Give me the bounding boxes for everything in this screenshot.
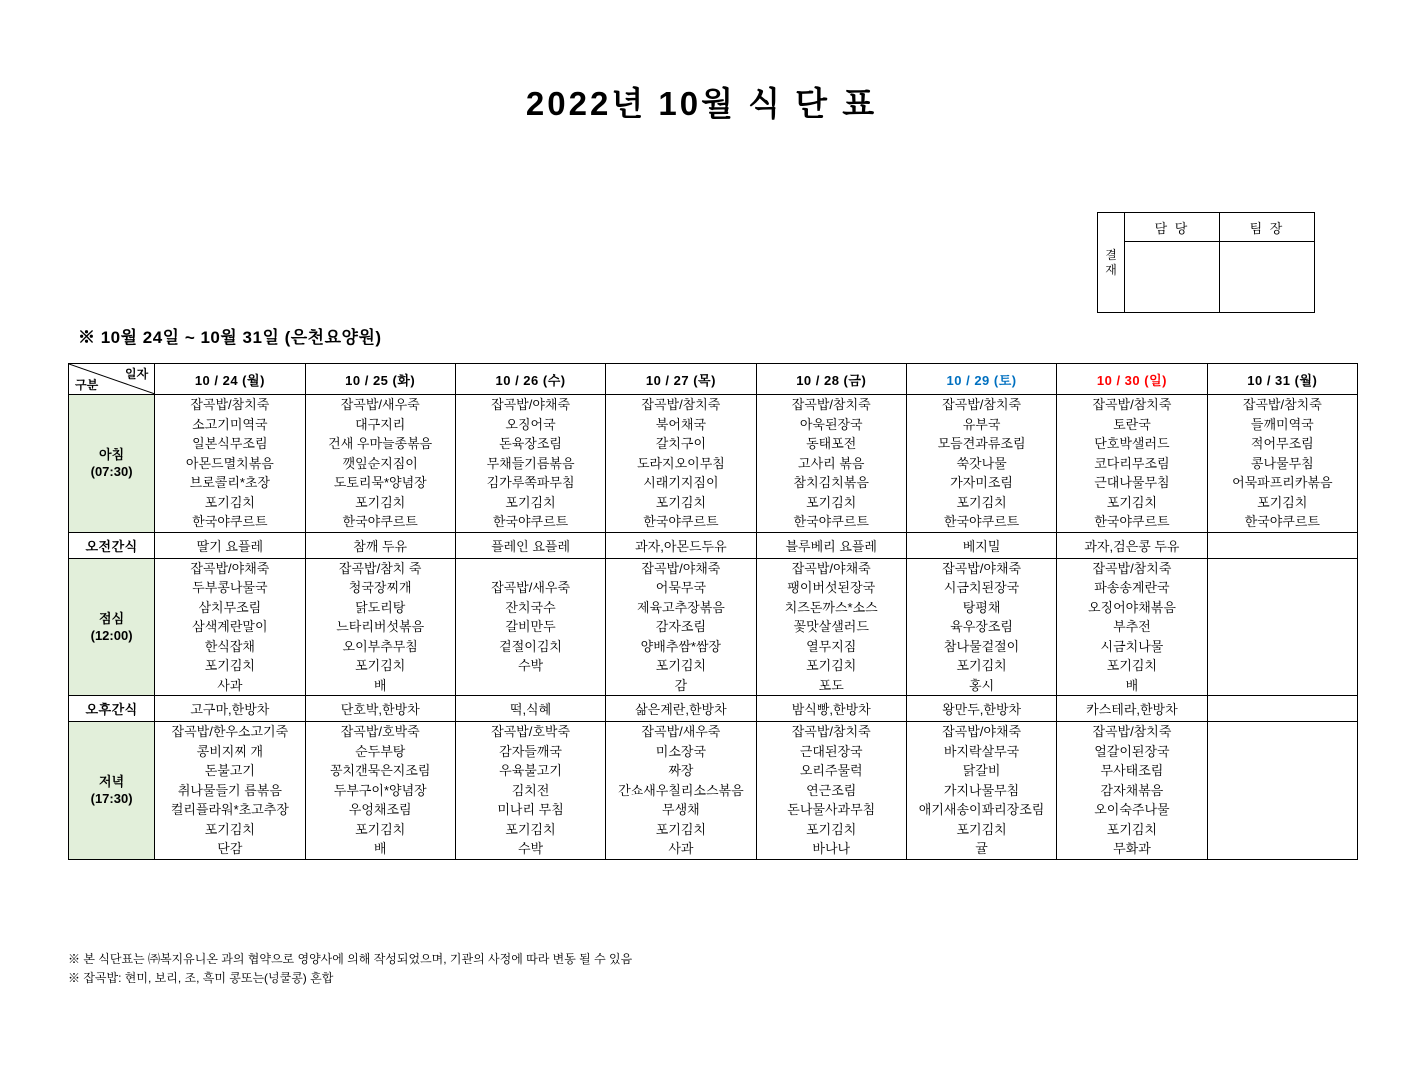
menu-item: 포기김치 xyxy=(956,821,1007,837)
approval-side-label xyxy=(1098,213,1125,313)
day-header-1028: 10 / 28 (금) xyxy=(756,364,906,395)
approval-side-text: 결재 xyxy=(1105,247,1117,277)
menu-item: 근대나물무침 xyxy=(1094,475,1170,490)
approval-box xyxy=(1097,212,1315,313)
meal-cell xyxy=(756,395,906,533)
approval-header-manager: 담 당 xyxy=(1125,213,1220,242)
row-label-morning-snack: 오전간식 xyxy=(69,532,155,558)
corner-division-label: 구분 xyxy=(75,378,99,392)
menu-item: 포기김치 xyxy=(655,821,706,837)
menu-item: 바지락살무국 xyxy=(943,743,1020,759)
menu-item: 육우장조림 xyxy=(950,619,1013,634)
meal-cell xyxy=(305,395,455,533)
footnote-1: ※ 본 식단표는 ㈜복지유니온 과의 협약으로 영양사에 의해 작성되었으며, 기관의 사정에 따라 변동 될 수 있음 xyxy=(68,952,633,966)
menu-item: 한국야쿠르트 xyxy=(943,514,1020,529)
meal-cell xyxy=(1207,722,1357,860)
meal-cell xyxy=(455,722,605,860)
footnotes xyxy=(68,950,632,988)
meal-cell xyxy=(455,558,605,696)
period-note: ※ 10월 24일 ~ 10월 31일 (은천요양원) xyxy=(78,328,382,347)
menu-item: 무생채 xyxy=(662,802,700,817)
menu-item: 건새 우마늘종볶음 xyxy=(328,436,433,451)
menu-item: 참나물겉절이 xyxy=(943,638,1020,654)
menu-item: 잡곡밥/참치죽 xyxy=(1242,397,1322,412)
meal-cell xyxy=(155,395,305,533)
day-header-1030: 10 / 30 (일) xyxy=(1057,364,1207,395)
menu-item: 잡곡밥/참치죽 xyxy=(1092,724,1172,739)
menu-item: 포기김치 xyxy=(655,494,706,510)
meal-cell xyxy=(1057,558,1207,696)
corner-header xyxy=(69,364,155,395)
approval-header-teamlead: 팀 장 xyxy=(1220,213,1315,242)
menu-item: 닭도리탕 xyxy=(355,599,406,615)
menu-item: 미나리 무침 xyxy=(497,802,564,817)
menu-item: 포기김치 xyxy=(1106,821,1158,837)
menu-item: 가자미조림 xyxy=(950,475,1013,490)
meal-cell xyxy=(606,395,756,533)
day-header-1024: 10 / 24 (월) xyxy=(155,364,305,395)
menu-item: 잡곡밥/새우죽 xyxy=(340,397,420,412)
menu-item: 김가루쪽파무침 xyxy=(486,475,575,490)
meal-cell xyxy=(155,722,305,860)
menu-item: 시금치된장국 xyxy=(943,580,1020,595)
menu-item: 갈치구이 xyxy=(655,436,706,451)
menu-item: 닭갈비 xyxy=(962,763,1001,778)
meal-cell xyxy=(906,558,1056,696)
menu-item: 북어채국 xyxy=(655,416,706,432)
menu-item: 잡곡밥/야채죽 xyxy=(190,560,270,576)
menu-item: 한국야쿠르트 xyxy=(1094,514,1170,529)
meal-cell xyxy=(606,722,756,860)
menu-item: 한국야쿠르트 xyxy=(492,514,569,529)
menu-item: 한국야쿠르트 xyxy=(1244,514,1320,529)
menu-item: 아욱된장국 xyxy=(799,416,863,432)
menu-item: 파송송계란국 xyxy=(1094,580,1170,595)
menu-item: 꽃맛살샐러드 xyxy=(793,619,869,634)
menu-item: 잡곡밥/참치죽 xyxy=(791,724,871,739)
menu-item: 포기김치 xyxy=(655,658,706,673)
menu-item: 적어무조림 xyxy=(1250,436,1314,451)
menu-item: 고사리 볶음 xyxy=(798,455,865,471)
menu-item: 짜장 xyxy=(668,763,694,778)
meal-cell xyxy=(1057,722,1207,860)
menu-item: 포기김치 xyxy=(956,494,1007,510)
menu-item: 귤 xyxy=(975,841,988,856)
approval-cell-teamlead[interactable] xyxy=(1220,242,1315,313)
menu-item: 부추전 xyxy=(1113,619,1151,634)
menu-item: 대구지리 xyxy=(355,416,406,432)
meal-cell xyxy=(455,395,605,533)
menu-item: 삼치무조림 xyxy=(198,599,262,615)
menu-item: 컬리플라워*초고추장 xyxy=(170,802,289,817)
menu-item: 치즈돈까스*소스 xyxy=(784,599,878,615)
menu-item: 잔치국수 xyxy=(505,599,556,615)
menu-item: 수박 xyxy=(517,658,544,673)
table-header-row xyxy=(69,364,1358,395)
menu-item: 포기김치 xyxy=(806,658,857,673)
menu-item: 잡곡밥/새우죽 xyxy=(641,724,721,739)
menu-item: 양배추쌈*쌈장 xyxy=(640,638,722,654)
menu-item: 한국야쿠르트 xyxy=(342,514,418,529)
row-label-breakfast xyxy=(69,395,155,533)
table-row-dinner xyxy=(69,722,1358,860)
meal-cell xyxy=(606,558,756,696)
menu-item: 잡곡밥/야채죽 xyxy=(942,560,1022,576)
menu-item: 브로콜리*초장 xyxy=(189,475,271,490)
day-header-1029: 10 / 29 (토) xyxy=(906,364,1056,395)
menu-item: 오징어국 xyxy=(505,416,556,432)
menu-item: 열무지짐 xyxy=(806,638,857,654)
snack-cell: 왕만두,한방차 xyxy=(906,696,1056,722)
menu-item: 김치전 xyxy=(511,782,550,798)
menu-item: 갈비만두 xyxy=(505,619,556,634)
menu-item: 소고기미역국 xyxy=(192,416,268,432)
snack-cell: 블루베리 요플레 xyxy=(756,532,906,558)
row-label-breakfast-name: 아침 xyxy=(99,447,125,463)
table-row-breakfast xyxy=(69,395,1358,533)
menu-item: 감 xyxy=(674,677,688,693)
snack-cell: 딸기 요플레 xyxy=(155,532,305,558)
menu-item: 무채들기름볶음 xyxy=(486,455,575,471)
menu-item: 가지나물무침 xyxy=(943,782,1020,798)
menu-item: 시금치나물 xyxy=(1100,638,1164,654)
menu-item: 느타리버섯볶음 xyxy=(336,619,425,634)
menu-item: 오징어야채볶음 xyxy=(1087,599,1176,615)
menu-item: 포기김치 xyxy=(204,658,255,673)
menu-item: 꽁치갠묵은지조림 xyxy=(329,763,431,778)
menu-item: 우육불고기 xyxy=(499,763,562,778)
menu-item: 잡곡밥/야채죽 xyxy=(641,560,721,576)
day-header-1025: 10 / 25 (화) xyxy=(305,364,455,395)
meal-cell xyxy=(756,722,906,860)
meal-cell xyxy=(155,558,305,696)
menu-item: 감자조림 xyxy=(655,619,706,634)
table-row-afternoon-snack xyxy=(69,696,1358,722)
meal-cell xyxy=(906,722,1056,860)
menu-item: 배 xyxy=(1125,677,1139,693)
menu-item: 포기김치 xyxy=(1106,494,1158,510)
menu-item: 동태포전 xyxy=(806,436,857,451)
row-label-dinner xyxy=(69,722,155,860)
menu-item: 수박 xyxy=(517,841,544,856)
menu-item: 잡곡밥/호박죽 xyxy=(340,724,420,739)
meal-cell xyxy=(305,722,455,860)
menu-item: 포기김치 xyxy=(505,494,556,510)
menu-item: 참치김치볶음 xyxy=(793,475,869,490)
menu-item: 시래기지짐이 xyxy=(643,475,719,490)
menu-item: 포기김치 xyxy=(1257,494,1308,510)
table-row-morning-snack xyxy=(69,532,1358,558)
corner-date-label: 일자 xyxy=(125,367,149,381)
menu-item: 취나물들기 름볶음 xyxy=(177,782,282,798)
menu-item: 잡곡밥/야채죽 xyxy=(491,397,571,412)
menu-item: 간쇼새우칠리소스볶음 xyxy=(618,782,744,798)
menu-item: 잡곡밥/참치죽 xyxy=(190,397,270,412)
menu-item: 포기김치 xyxy=(355,821,406,837)
menu-item: 도토리묵*양념장 xyxy=(333,475,427,490)
day-header-1026: 10 / 26 (수) xyxy=(455,364,605,395)
snack-cell xyxy=(1207,696,1357,722)
menu-item: 포기김치 xyxy=(1106,658,1158,673)
menu-item: 두부콩나물국 xyxy=(192,580,268,595)
menu-item: 어묵무국 xyxy=(655,580,706,595)
menu-table xyxy=(68,363,1358,860)
snack-cell: 과자,검은콩 두유 xyxy=(1057,532,1207,558)
menu-item: 한국야쿠르트 xyxy=(192,514,268,529)
menu-item: 잡곡밥/참치죽 xyxy=(1092,560,1172,576)
menu-item: 한국야쿠르트 xyxy=(643,514,719,529)
meal-cell xyxy=(305,558,455,696)
menu-item: 잡곡밥/참치죽 xyxy=(1092,397,1172,412)
snack-cell: 단호박,한방차 xyxy=(305,696,455,722)
menu-item: 애기새송이꽈리장조림 xyxy=(918,802,1045,817)
meal-cell xyxy=(906,395,1056,533)
menu-item: 얼갈이된장국 xyxy=(1094,743,1170,759)
footnote-2: ※ 잡곡밥: 현미, 보리, 조, 흑미 콩또는(넝쿨콩) 혼합 xyxy=(68,971,334,985)
day-header-1031: 10 / 31 (월) xyxy=(1207,364,1357,395)
menu-item: 오이숙주나물 xyxy=(1094,802,1170,817)
menu-item: 돈육장조림 xyxy=(499,436,562,451)
menu-item: 잡곡밥/호박죽 xyxy=(491,724,571,739)
row-label-breakfast-time: (07:30) xyxy=(90,464,133,480)
menu-item: 삼색계란말이 xyxy=(192,619,268,634)
menu-item: 잡곡밥/참치죽 xyxy=(641,397,721,412)
menu-item: 미소장국 xyxy=(655,743,706,759)
menu-item: 아몬드멸치볶음 xyxy=(185,455,274,471)
menu-item: 콩나물무침 xyxy=(1250,455,1314,471)
menu-item: 유부국 xyxy=(962,416,1001,432)
menu-item: 근대된장국 xyxy=(799,743,863,759)
menu-item: 배 xyxy=(373,677,387,693)
menu-item: 잡곡밥/참치죽 xyxy=(942,397,1022,412)
menu-item: 감자들깨국 xyxy=(499,743,562,759)
snack-cell: 카스테라,한방차 xyxy=(1057,696,1207,722)
menu-item: 깻잎순지짐이 xyxy=(342,455,418,471)
menu-item: 바나나 xyxy=(812,841,851,856)
menu-item: 잡곡밥/야채죽 xyxy=(791,560,871,576)
menu-item: 한국야쿠르트 xyxy=(793,514,869,529)
row-label-afternoon-snack: 오후간식 xyxy=(69,696,155,722)
page-title: 2022년 10월 식 단 표 xyxy=(525,85,878,122)
row-label-lunch xyxy=(69,558,155,696)
menu-item: 사과 xyxy=(217,677,243,693)
menu-item: 잡곡밥/야채죽 xyxy=(942,724,1022,739)
menu-item: 단호박샐러드 xyxy=(1094,436,1170,451)
snack-cell: 고구마,한방차 xyxy=(155,696,305,722)
menu-item: 제육고추장볶음 xyxy=(636,599,725,615)
day-header-1027: 10 / 27 (목) xyxy=(606,364,756,395)
menu-item: 겉절이김치 xyxy=(499,638,562,654)
snack-cell xyxy=(1207,532,1357,558)
menu-item: 돈불고기 xyxy=(204,763,255,778)
menu-item: 잡곡밥/참치 죽 xyxy=(338,560,422,576)
menu-item: 팽이버섯된장국 xyxy=(787,580,876,595)
menu-item: 포도 xyxy=(818,677,844,693)
meal-cell xyxy=(1207,558,1357,696)
snack-cell: 밤식빵,한방차 xyxy=(756,696,906,722)
menu-item: 어묵파프리카볶음 xyxy=(1232,475,1333,490)
menu-item: 일본식무조림 xyxy=(192,436,268,451)
menu-item: 배 xyxy=(373,841,387,856)
menu-item: 포기김치 xyxy=(806,821,857,837)
menu-item: 우엉채조림 xyxy=(348,802,412,817)
menu-item: 토란국 xyxy=(1113,416,1151,432)
menu-item: 포기김치 xyxy=(505,821,556,837)
approval-cell-manager[interactable] xyxy=(1125,242,1220,313)
menu-item: 잡곡밥/새우죽 xyxy=(491,580,571,595)
menu-item: 코다리무조림 xyxy=(1094,455,1170,471)
menu-item: 잡곡밥/참치죽 xyxy=(791,397,871,412)
menu-item: 홍시 xyxy=(969,677,995,693)
menu-item: 탕평채 xyxy=(962,599,1001,615)
row-label-lunch-time: (12:00) xyxy=(90,627,133,643)
menu-item: 한식잡채 xyxy=(204,638,255,654)
snack-cell: 삶은계란,한방차 xyxy=(606,696,756,722)
menu-item: 모듬견과류조림 xyxy=(937,436,1026,451)
menu-item: 무사태조림 xyxy=(1100,763,1164,778)
meal-cell xyxy=(1207,395,1357,533)
menu-item: 오이부추무침 xyxy=(342,638,418,654)
snack-cell: 참깨 두유 xyxy=(305,532,455,558)
menu-item: 포기김치 xyxy=(204,821,255,837)
row-label-lunch-name: 점심 xyxy=(99,610,125,626)
menu-item: 잡곡밥/한우소고기죽 xyxy=(171,724,289,739)
menu-item: 포기김치 xyxy=(956,658,1007,673)
menu-item: 콩비지찌 개 xyxy=(196,743,264,759)
menu-item: 쑥갓나물 xyxy=(956,455,1007,471)
menu-item: 단감 xyxy=(217,841,243,856)
menu-item: 오리주물럭 xyxy=(799,763,863,778)
menu-item: 들깨미역국 xyxy=(1250,416,1314,432)
menu-item: 사과 xyxy=(668,841,694,856)
menu-item: 무화과 xyxy=(1113,841,1151,856)
snack-cell: 베지밀 xyxy=(906,532,1056,558)
menu-item: 감자채볶음 xyxy=(1100,782,1164,798)
row-label-dinner-time: (17:30) xyxy=(90,791,133,807)
menu-item: 포기김치 xyxy=(204,494,255,510)
table-row-lunch xyxy=(69,558,1358,696)
menu-item: 순두부탕 xyxy=(355,743,406,759)
meal-cell xyxy=(1057,395,1207,533)
menu-item: 청국장찌개 xyxy=(348,580,412,595)
snack-cell: 플레인 요플레 xyxy=(455,532,605,558)
menu-document-page xyxy=(0,78,1403,1070)
snack-cell: 떡,식혜 xyxy=(455,696,605,722)
menu-item: 포기김치 xyxy=(355,658,406,673)
meal-cell xyxy=(756,558,906,696)
menu-item: 두부구이*양념장 xyxy=(333,782,427,798)
menu-item: 연근조림 xyxy=(806,782,857,798)
menu-item: 돈나물사과무침 xyxy=(787,802,876,817)
menu-item: 도라지오이무침 xyxy=(636,455,725,471)
row-label-dinner-name: 저녁 xyxy=(99,774,125,790)
menu-item: 포기김치 xyxy=(806,494,857,510)
menu-item: 포기김치 xyxy=(355,494,406,510)
snack-cell: 과자,아몬드두유 xyxy=(606,532,756,558)
